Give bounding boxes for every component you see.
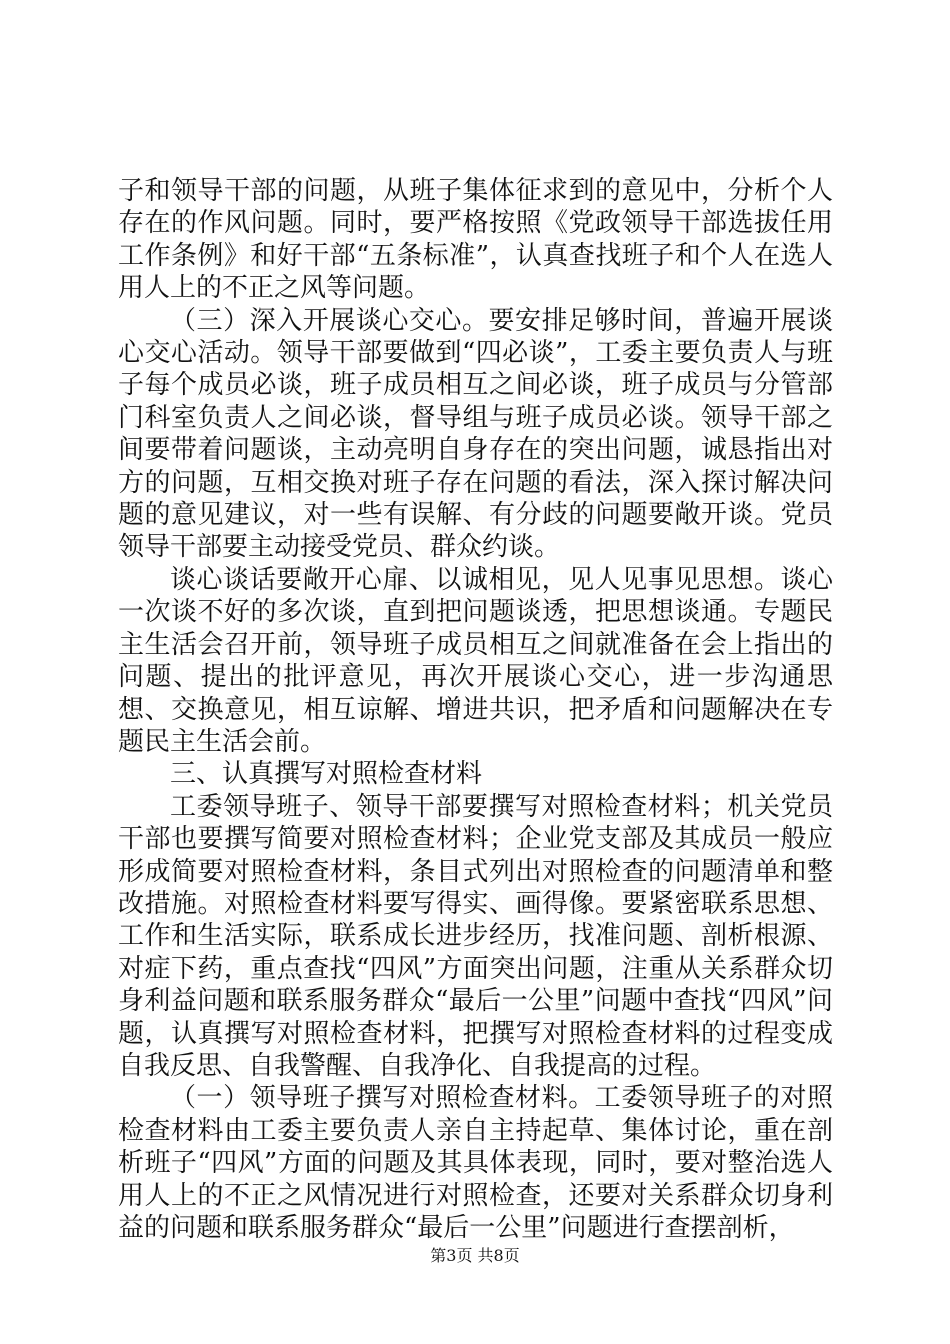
section-heading: 三、认真撰写对照检查材料 — [170, 759, 483, 790]
paragraph-2: （三）深入开展谈心交心。要安排足够时间，普遍开展谈心交心活动。领导干部要做到“四必谈”，工委主要负责人与班子每个成员必谈，班子成员相互之间必谈，班子成员与分管部门科室负责人之间必谈，督导组与班子成员必谈。领导干部之间要带着问题谈，主动亮明自身存在的突出问题，诚恳指出对方的问题，互相交换对班子存在问题的看法，深入探讨解决问题的意见建议，对一些有误解、有分歧的问题要敞开谈。党员领导干部要主动接受党员、群众约谈。 — [118, 305, 833, 563]
paragraph-5: （一）领导班子撰写对照检查材料。工委领导班子的对照检查材料由工委主要负责人亲自主持起草、集体讨论，重在剖析班子“四风”方面的问题及其具体表现，同时，要对整治选人用人上的不正之风情况进行对照检查，还要对关系群众切身利益的问题和联系服务群众“最后一公里”问题进行查摆剖析， — [118, 1083, 833, 1243]
paragraph-1: 子和领导干部的问题，从班子集体征求到的意见中，分析个人存在的作风问题。同时，要严格按照《党政领导干部选拔任用工作条例》和好干部“五条标准”，认真查找班子和个人在选人用人上的不正之风等问题。 — [118, 176, 833, 304]
paragraph-4: 工委领导班子、领导干部要撰写对照检查材料；机关党员干部也要撰写简要对照检查材料；企业党支部及其成员一般应形成简要对照检查材料，条目式列出对照检查的问题清单和整改措施。对照检查材料要写得实、画得像。要紧密联系思想、工作和生活实际，联系成长进步经历，找准问题、剖析根源、对症下药，重点查找“四风”方面突出问题，注重从关系群众切身利益问题和联系服务群众“最后一公里”问题中查找“四风”问题，认真撰写对照检查材料，把撰写对照检查材料的过程变成自我反思、自我警醒、自我净化、自我提高的过程。 — [118, 791, 833, 1081]
paragraph-3: 谈心谈话要敞开心扉、以诚相见，见人见事见思想。谈心一次谈不好的多次谈，直到把问题谈透，把思想谈通。专题民主生活会召开前，领导班子成员相互之间就准备在会上指出的问题、提出的批评意见，再次开展谈心交心，进一步沟通思想、交换意见，相互谅解、增进共识，把矛盾和问题解决在专题民主生活会前。 — [118, 564, 833, 757]
document-body — [118, 175, 833, 1244]
page-footer: 第3页 共8页 — [430, 1246, 520, 1265]
